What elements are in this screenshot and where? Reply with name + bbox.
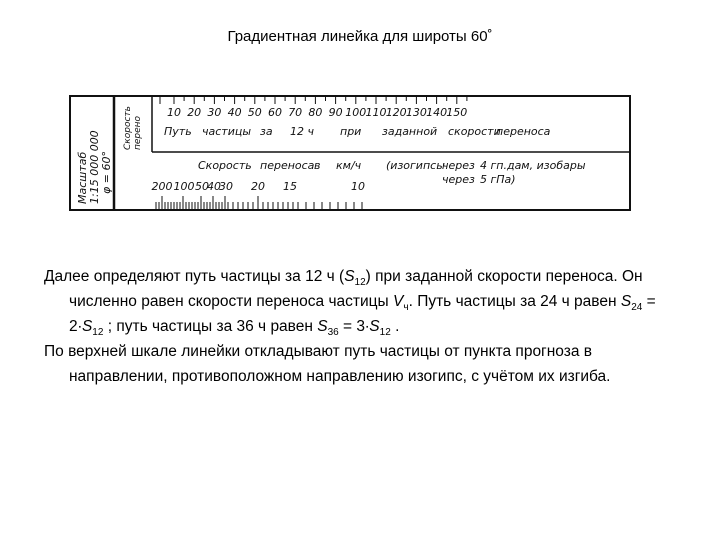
top-row-word: за bbox=[260, 125, 273, 138]
paragraph-path-definition bbox=[44, 264, 694, 339]
text-run: ; путь частицы за 36 ч равен bbox=[103, 318, 318, 335]
top-row-text bbox=[164, 125, 551, 138]
top-scale-value: 130 bbox=[405, 106, 427, 119]
italic-symbol: V bbox=[393, 293, 404, 310]
speed-label-2: перено bbox=[133, 115, 143, 150]
italic-symbol: S bbox=[620, 293, 632, 310]
bottom-row-word: 5 гПа) bbox=[480, 173, 516, 186]
bottom-scale-ticks bbox=[156, 196, 362, 210]
subscript: 12 bbox=[354, 277, 366, 289]
bottom-row-word: Скорость bbox=[198, 159, 252, 172]
bottom-row-word: 4 гп.дам, изобары bbox=[480, 159, 586, 172]
gradient-ruler-figure bbox=[68, 94, 632, 216]
top-scale-value: 20 bbox=[187, 106, 202, 119]
top-row-word: при bbox=[340, 125, 362, 138]
top-scale-value: 150 bbox=[446, 106, 468, 119]
text-run: . Путь частицы за 24 ч равен bbox=[408, 293, 621, 310]
top-row-word: переноса bbox=[496, 125, 551, 138]
top-scale-values bbox=[167, 106, 467, 119]
bottom-row-text-1 bbox=[198, 159, 586, 172]
bottom-row-word: через bbox=[442, 159, 475, 172]
text-run: = 3∙ bbox=[338, 318, 370, 335]
gradient-ruler-svg bbox=[68, 94, 632, 216]
scale-label-3: φ = 60° bbox=[100, 151, 113, 194]
subscript: ч bbox=[403, 302, 409, 314]
top-scale-value: 60 bbox=[268, 106, 282, 119]
bottom-scale-values bbox=[152, 180, 366, 193]
paragraph-scale-usage bbox=[44, 339, 694, 389]
bottom-row-text-2 bbox=[442, 173, 516, 186]
top-row-word: 12 ч bbox=[290, 125, 314, 138]
top-scale-value: 120 bbox=[385, 106, 407, 119]
top-row-word: Путь bbox=[164, 125, 192, 138]
top-scale-value: 110 bbox=[365, 106, 387, 119]
top-row-word: скорости bbox=[448, 125, 501, 138]
top-scale-value: 10 bbox=[167, 106, 181, 119]
text-run: = 2∙ bbox=[69, 293, 656, 335]
text-run: . bbox=[390, 318, 400, 335]
top-row-word: частицы bbox=[202, 125, 252, 138]
bottom-scale-value: 200 bbox=[151, 180, 173, 193]
bottom-scale-value: 100 bbox=[173, 180, 195, 193]
bottom-row-word: (изогипсы bbox=[386, 159, 445, 172]
italic-symbol: S bbox=[344, 268, 355, 285]
slide-title: Градиентная линейка для широты 60˚ bbox=[227, 28, 493, 45]
bottom-scale-value: 50 bbox=[195, 180, 209, 193]
speed-label-1: Скорость bbox=[123, 106, 133, 150]
bottom-scale-value: 20 bbox=[251, 180, 265, 193]
scale-label-2: 1:15 000 000 bbox=[88, 130, 101, 204]
bottom-scale-value: 15 bbox=[283, 180, 297, 193]
bottom-scale-value: 40 bbox=[207, 180, 221, 193]
body-text bbox=[44, 264, 694, 389]
bottom-row-word: в bbox=[314, 159, 321, 172]
bottom-scale-value: 30 bbox=[219, 180, 233, 193]
text-run: ) при заданной скорости переноса. Он численно равен скорости переноса частицы bbox=[69, 268, 643, 310]
bottom-row-word: переноса bbox=[260, 159, 315, 172]
bottom-row-word: через bbox=[442, 173, 475, 186]
top-scale-value: 70 bbox=[288, 106, 303, 119]
top-scale-value: 140 bbox=[426, 106, 448, 119]
subscript: 12 bbox=[379, 327, 391, 339]
italic-symbol: S bbox=[81, 318, 93, 335]
scale-label-1: Масштаб bbox=[76, 151, 89, 204]
text-run: Далее определяют путь частицы за 12 ч ( bbox=[44, 268, 345, 285]
top-scale-value: 30 bbox=[207, 106, 222, 119]
bottom-row-word: км/ч bbox=[336, 159, 362, 172]
top-scale-value: 100 bbox=[345, 106, 367, 119]
top-scale-value: 90 bbox=[328, 106, 343, 119]
top-scale-value: 50 bbox=[247, 106, 262, 119]
top-scale-ticks bbox=[160, 96, 467, 104]
subscript: 36 bbox=[327, 327, 339, 339]
top-scale-value: 80 bbox=[308, 106, 323, 119]
top-row-word: заданной bbox=[382, 125, 438, 138]
bottom-scale-value: 10 bbox=[351, 180, 365, 193]
subscript: 24 bbox=[631, 302, 643, 314]
subscript: 12 bbox=[92, 327, 104, 339]
italic-symbol: S bbox=[369, 318, 380, 335]
top-scale-value: 40 bbox=[227, 106, 242, 119]
italic-symbol: S bbox=[317, 318, 328, 335]
text-run: По верхней шкале линейки откладывают путь частицы от пункта прогноза в направлении, противоположном направлению изогипс, с учётом их изгиба. bbox=[44, 343, 611, 385]
